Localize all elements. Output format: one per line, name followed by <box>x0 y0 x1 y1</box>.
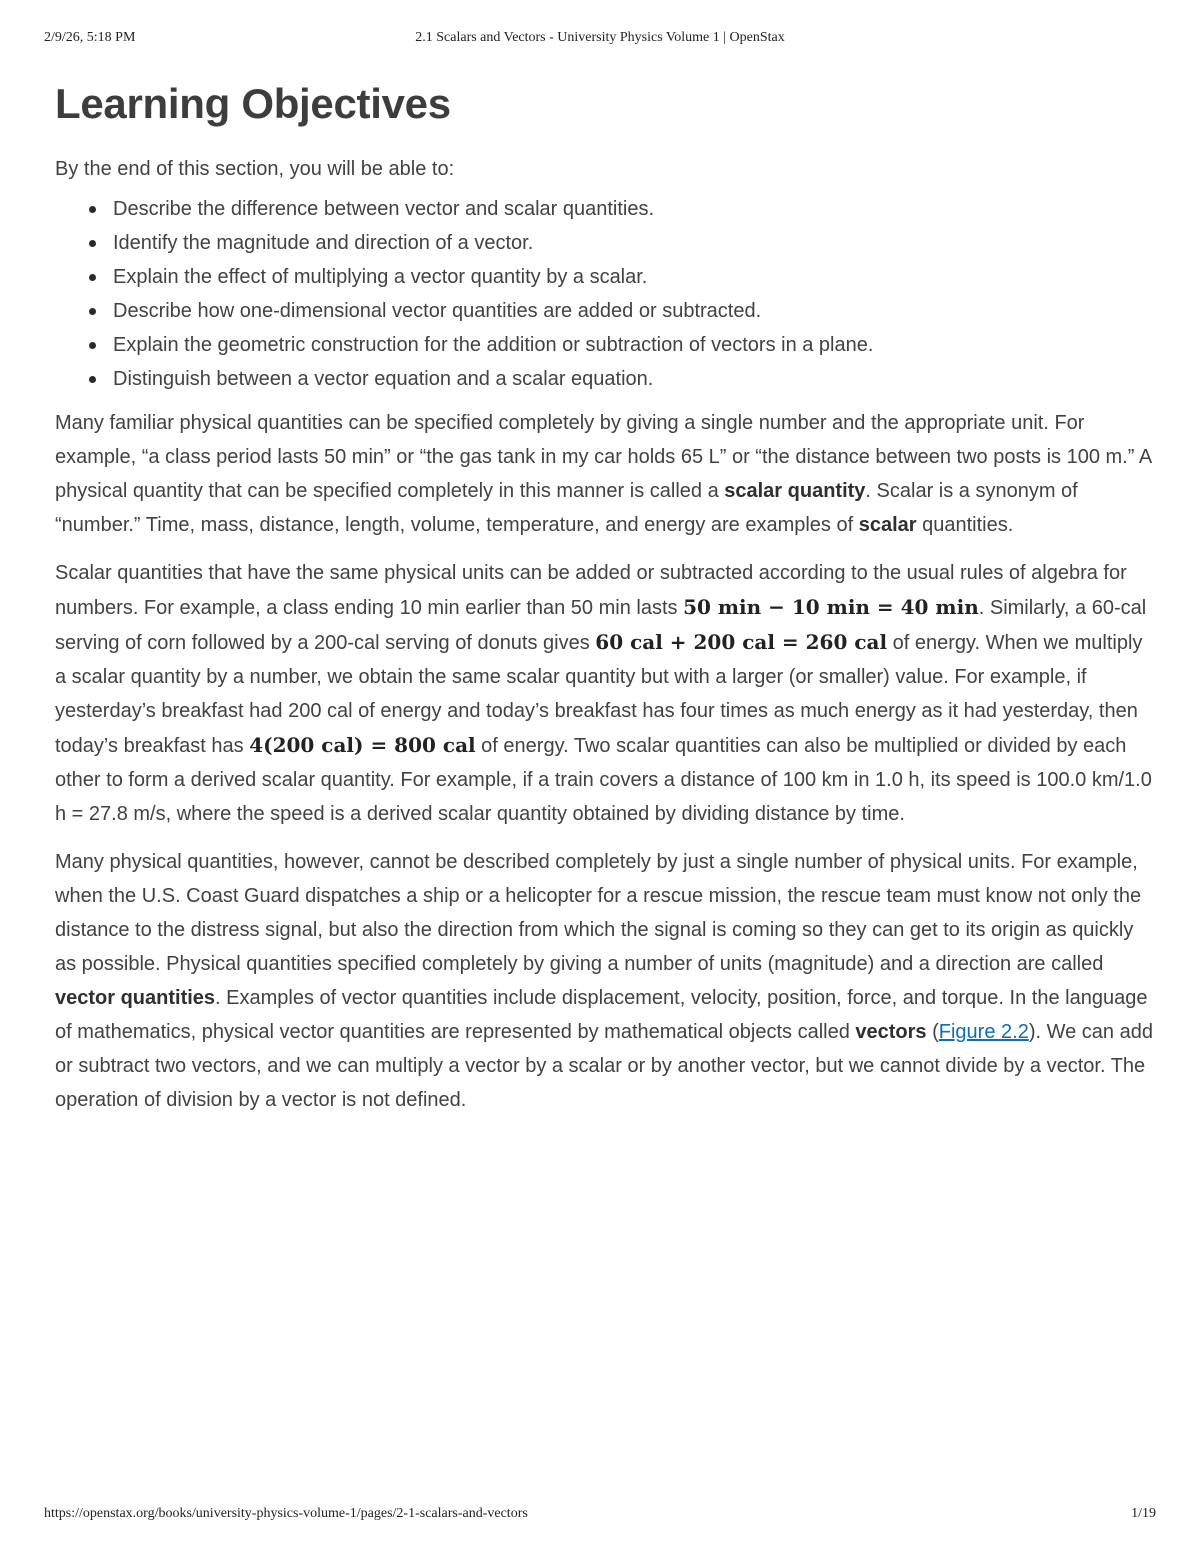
objectives-list <box>55 192 1155 396</box>
text-run: Scalar quantities that have the same physical units can be added or subtracted according to the usual rules of algebra for numbers. For example, a class ending 10 min earlier than 50 min lasts <box>55 562 1127 619</box>
paragraph-vector-definition <box>55 845 1155 1117</box>
objective-item: Distinguish between a vector equation and a scalar equation. <box>89 362 1155 396</box>
page-number: 1/19 <box>1131 1506 1156 1521</box>
text-run: of energy. When we multiply a scalar quantity by a number, we obtain the same scalar quantity but with a larger (or smaller) value. For example, if yesterday’s breakfast had 200 cal of energy and today’s breakfast has four times as much energy as it had yesterday, then today’s breakfast has <box>55 632 1143 757</box>
text-run: quantities. <box>916 514 1014 536</box>
term-scalar-quantity: scalar quantity <box>724 480 866 502</box>
objectives-intro: By the end of this section, you will be able to: <box>55 158 455 180</box>
print-document-title: 2.1 Scalars and Vectors - University Physics Volume 1 | OpenStax <box>415 30 785 45</box>
paragraph-scalar-definition <box>55 406 1155 542</box>
print-datetime: 2/9/26, 5:18 PM <box>44 30 136 45</box>
math-expression-calories-product: 4(200 cal) = 800 cal <box>249 733 476 757</box>
text-run: . Examples of vector quantities include displacement, velocity, position, force, and torque. In the language of mathematics, physical vector quantities are represented by mathematical objects called <box>55 987 1148 1043</box>
page-content <box>55 76 1155 1131</box>
math-expression-minutes: 50 min − 10 min = 40 min <box>683 595 979 619</box>
text-run: . Scalar is a synonym of “number.” Time, mass, distance, length, volume, temperature, and energy are examples of <box>55 480 1078 536</box>
objective-item: Describe how one-dimensional vector quantities are added or subtracted. <box>89 294 1155 328</box>
print-footer <box>44 1506 1156 1526</box>
math-expression-calories-sum: 60 cal + 200 cal = 260 cal <box>595 630 888 654</box>
print-url: https://openstax.org/books/university-physics-volume-1/pages/2-1-scalars-and-vectors <box>44 1506 528 1521</box>
term-vector-quantities: vector quantities <box>55 987 216 1009</box>
objective-item: Identify the magnitude and direction of a vector. <box>89 226 1155 260</box>
print-header <box>44 30 1156 52</box>
text-run: ). We can add or subtract two vectors, and we can multiply a vector by a scalar or by another vector, but we cannot divide by a vector. The operation of division by a vector is not defined. <box>55 1021 1153 1111</box>
objective-item: Describe the difference between vector and scalar quantities. <box>89 192 1155 226</box>
text-run: . Similarly, a 60-cal serving of corn followed by a 200-cal serving of donuts gives <box>55 597 1147 654</box>
text-run: ( <box>926 1021 939 1043</box>
text-run: of energy. Two scalar quantities can also be multiplied or divided by each other to form a derived scalar quantity. For example, if a train covers a distance of 100 km in 1.0 h, its speed is 100.0 km/1.0 h = 27.8 m/s, where the speed is a derived scalar quantity obtained by dividing distance by time. <box>55 735 1152 825</box>
text-run: Many familiar physical quantities can be specified completely by giving a single number and the appropriate unit. For example, “a class period lasts 50 min” or “the gas tank in my car holds 65 L” or “the distance between two posts is 100 m.” A physical quantity that can be specified completely in this manner is called a <box>55 412 1152 502</box>
text-run: Many physical quantities, however, cannot be described completely by just a single number of physical units. For example, when the U.S. Coast Guard dispatches a ship or a helicopter for a rescue mission, the rescue team must know not only the distance to the distress signal, but also the direction from which the signal is coming so they can get to its origin as quickly as possible. Physical quantities specified completely by giving a number of units (magnitude) and a direction are called <box>55 851 1142 975</box>
figure-2-2-link[interactable]: Figure 2.2 <box>938 1021 1029 1043</box>
learning-objectives-heading: Learning Objectives <box>55 80 451 127</box>
objective-item: Explain the effect of multiplying a vector quantity by a scalar. <box>89 260 1155 294</box>
paragraph-scalar-arithmetic <box>55 556 1155 831</box>
term-vectors: vectors <box>855 1021 927 1043</box>
objective-item: Explain the geometric construction for the addition or subtraction of vectors in a plane. <box>89 328 1155 362</box>
term-scalar: scalar <box>858 514 917 536</box>
